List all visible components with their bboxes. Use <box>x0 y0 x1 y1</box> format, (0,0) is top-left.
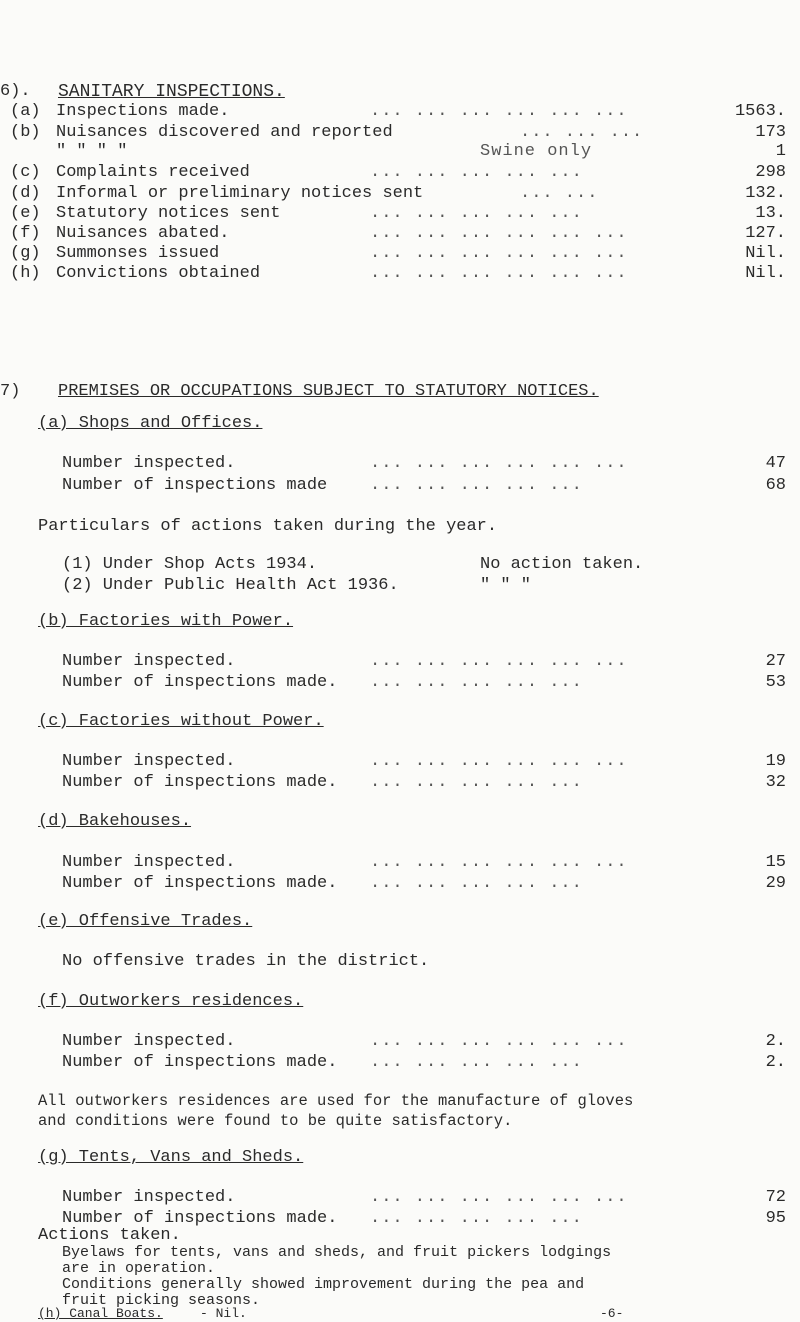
factories-nopower-row-2-value: 32 <box>765 773 786 792</box>
outworkers-row-2-dots: ... ... ... ... ... <box>370 1053 583 1072</box>
factories-power-row-1-value: 27 <box>765 652 786 671</box>
factories-power-row-2-text: Number of inspections made. <box>62 673 338 692</box>
inspection-item-text: Complaints received <box>56 163 250 182</box>
outworkers-row-2-text: Number of inspections made. <box>62 1053 338 1072</box>
outworkers-row-1-value: 2. <box>765 1032 786 1051</box>
inspection-item-label: (h) <box>10 264 41 283</box>
shops-row-1-dots: ... ... ... ... ... ... <box>370 454 628 473</box>
tents-heading: (g) Tents, Vans and Sheds. <box>38 1148 304 1167</box>
inspection-item-label: (e) <box>10 204 41 223</box>
bakehouses-row-2-value: 29 <box>765 874 786 893</box>
inspection-item-value: Nil. <box>745 264 786 283</box>
inspection-item-dots: ... ... ... <box>520 123 644 142</box>
tents-para-2-line-1: Conditions generally showed improvement during the pea and <box>62 1276 585 1293</box>
inspection-item-label: (b) <box>10 123 41 142</box>
inspection-item-value: 173 <box>755 123 786 142</box>
factories-nopower-row-2-text: Number of inspections made. <box>62 773 338 792</box>
inspection-item-dots: ... ... ... ... ... ... <box>370 102 628 121</box>
inspection-item-dots: ... ... ... ... ... ... <box>370 224 628 243</box>
tents-row-2-value: 95 <box>765 1209 786 1228</box>
bakehouses-heading: (d) Bakehouses. <box>38 812 192 831</box>
inspection-item-label: (d) <box>10 184 41 203</box>
shops-act-1-result: No action taken. <box>480 555 644 574</box>
inspection-item-text: Convictions obtained <box>56 264 261 283</box>
factories-nopower-row-1-text: Number inspected. <box>62 752 236 771</box>
section-6-number: 6). <box>0 82 31 101</box>
factories-nopower-row-2-dots: ... ... ... ... ... <box>370 773 583 792</box>
tents-actions-heading: Actions taken. <box>38 1226 181 1245</box>
factories-nopower-row-1-value: 19 <box>765 752 786 771</box>
factories-power-row-2-dots: ... ... ... ... ... <box>370 673 583 692</box>
inspection-item-text: Statutory notices sent <box>56 204 281 223</box>
tents-row-2-dots: ... ... ... ... ... <box>370 1209 583 1228</box>
tents-para-1-line-2: are in operation. <box>62 1260 216 1277</box>
shops-row-1-value: 47 <box>765 454 786 473</box>
inspection-item-text: Informal or preliminary notices sent <box>56 184 424 203</box>
shops-heading: (a) Shops and Offices. <box>38 414 263 433</box>
canal-value: - Nil. <box>200 1306 247 1321</box>
section-7-title: PREMISES OR OCCUPATIONS SUBJECT TO STATUTORY NOTICES. <box>58 382 599 401</box>
inspection-item-dots: ... ... ... ... ... <box>370 204 583 223</box>
shops-act-2: (2) Under Public Health Act 1936. <box>62 576 399 595</box>
inspection-item-label: (g) <box>10 244 41 263</box>
tents-row-1-value: 72 <box>765 1188 786 1207</box>
canal-heading-visible: (h) Canal Boats. <box>38 1306 163 1321</box>
outworkers-row-1-text: Number inspected. <box>62 1032 236 1051</box>
shops-row-2-dots: ... ... ... ... ... <box>370 476 583 495</box>
shops-row-2-text: Number of inspections made <box>62 476 328 495</box>
inspection-item-dots: ... ... ... ... ... ... <box>370 244 628 263</box>
inspection-item-label: (f) <box>10 224 41 243</box>
outworkers-heading: (f) Outworkers residences. <box>38 992 304 1011</box>
factories-nopower-row-1-dots: ... ... ... ... ... ... <box>370 752 628 771</box>
inspection-item-text: Nuisances abated. <box>56 224 230 243</box>
factories-power-heading: (b) Factories with Power. <box>38 612 294 631</box>
factories-power-row-2-value: 53 <box>765 673 786 692</box>
inspection-item-value: 13. <box>755 204 786 223</box>
bakehouses-row-1-text: Number inspected. <box>62 853 236 872</box>
inspection-item-dots: ... ... ... ... ... ... <box>370 264 628 283</box>
shops-act-1: (1) Under Shop Acts 1934. <box>62 555 318 574</box>
inspection-item-label: (c) <box>10 163 41 182</box>
tents-row-1-dots: ... ... ... ... ... ... <box>370 1188 628 1207</box>
offensive-heading: (e) Offensive Trades. <box>38 912 253 931</box>
inspection-item-value: 298 <box>755 163 786 182</box>
inspection-item-dots: ... ... ... ... ... <box>370 163 583 182</box>
inspection-item-value: 1563. <box>734 102 786 121</box>
inspection-item-value: 132. <box>745 184 786 203</box>
inspection-item-value: 1 <box>775 142 786 161</box>
inspection-item-dots: Swine only <box>480 142 593 161</box>
inspection-item-dots: ... ... <box>520 184 599 203</box>
bakehouses-row-2-dots: ... ... ... ... ... <box>370 874 583 893</box>
section-6-title: SANITARY INSPECTIONS. <box>58 82 285 102</box>
tents-row-2-text: Number of inspections made. <box>62 1209 338 1228</box>
bakehouses-row-1-value: 15 <box>765 853 786 872</box>
factories-power-row-1-text: Number inspected. <box>62 652 236 671</box>
tents-row-1-text: Number inspected. <box>62 1188 236 1207</box>
shops-act-2-result: " " " <box>480 576 532 595</box>
page-number: -6- <box>600 1306 624 1321</box>
outworkers-row-2-value: 2. <box>765 1053 786 1072</box>
shops-particulars: Particulars of actions taken during the year. <box>38 517 498 536</box>
inspection-item-value: 127. <box>745 224 786 243</box>
offensive-note: No offensive trades in the district. <box>62 952 430 971</box>
factories-nopower-heading: (c) Factories without Power. <box>38 712 324 731</box>
inspection-item-text: Inspections made. <box>56 102 230 121</box>
factories-power-row-1-dots: ... ... ... ... ... ... <box>370 652 628 671</box>
outworkers-row-1-dots: ... ... ... ... ... ... <box>370 1032 628 1051</box>
inspection-item-label: (a) <box>10 102 41 121</box>
section-7-number: 7) <box>0 382 21 401</box>
tents-para-2-line-2: fruit picking seasons. <box>62 1292 261 1309</box>
outworkers-note-line-2: and conditions were found to be quite satisfactory. <box>38 1112 513 1130</box>
inspection-item-value: Nil. <box>745 244 786 263</box>
inspection-item-text: Summonses issued <box>56 244 220 263</box>
inspection-item-text: Nuisances discovered and reported <box>56 123 393 142</box>
tents-para-1-line-1: Byelaws for tents, vans and sheds, and fruit pickers lodgings <box>62 1244 612 1261</box>
shops-row-1-text: Number inspected. <box>62 454 236 473</box>
bakehouses-row-1-dots: ... ... ... ... ... ... <box>370 853 628 872</box>
shops-row-2-value: 68 <box>765 476 786 495</box>
inspection-item-text: " " " " <box>56 142 128 161</box>
bakehouses-row-2-text: Number of inspections made. <box>62 874 338 893</box>
outworkers-note-line-1: All outworkers residences are used for the manufacture of gloves <box>38 1092 634 1110</box>
